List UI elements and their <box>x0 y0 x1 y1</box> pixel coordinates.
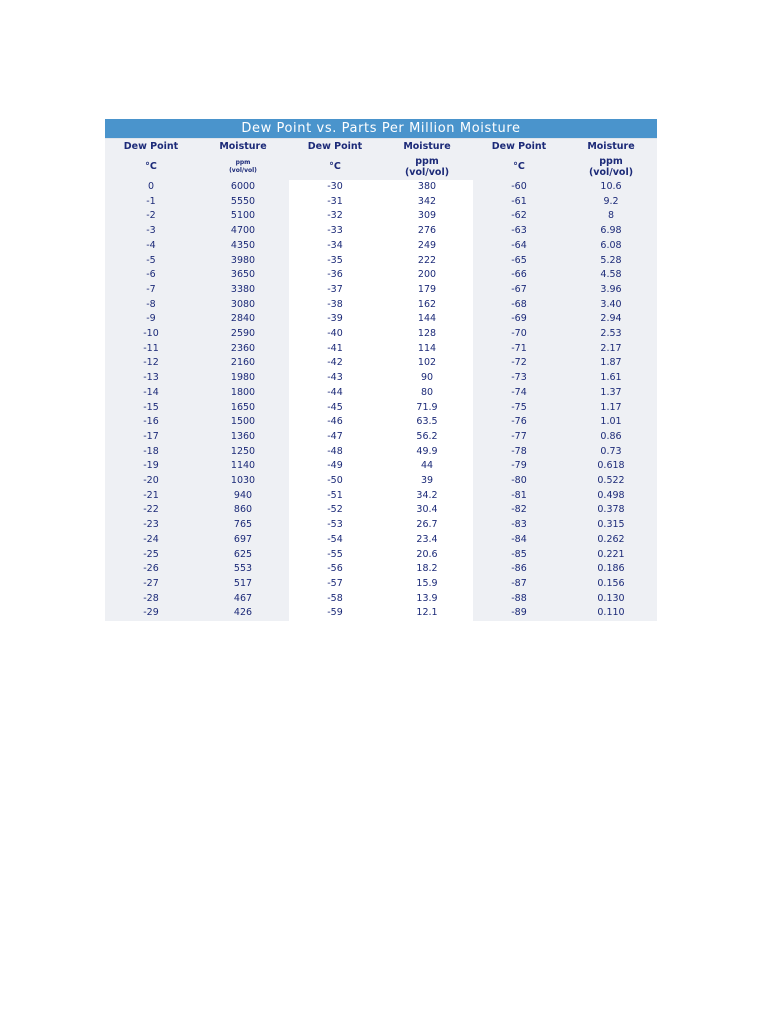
table-row <box>105 474 657 489</box>
cell-dew-point: -27 <box>105 577 197 592</box>
table-row <box>105 195 657 210</box>
cell-dew-point: -46 <box>289 415 381 430</box>
cell-dew-point: -32 <box>289 209 381 224</box>
header-dew-point: Dew Point <box>473 139 565 154</box>
cell-dew-point: -17 <box>105 430 197 445</box>
cell-dew-point: -67 <box>473 283 565 298</box>
cell-dew-point: -52 <box>289 503 381 518</box>
cell-moisture: 71.9 <box>381 401 473 416</box>
cell-dew-point: 0 <box>105 180 197 195</box>
cell-moisture: 1140 <box>197 459 289 474</box>
cell-dew-point: -6 <box>105 268 197 283</box>
cell-dew-point: -35 <box>289 254 381 269</box>
cell-moisture: 276 <box>381 224 473 239</box>
cell-moisture: 0.156 <box>565 577 657 592</box>
unit-label: °C <box>513 161 525 172</box>
cell-moisture: 467 <box>197 592 289 607</box>
unit-ppm <box>565 153 657 180</box>
cell-dew-point: -2 <box>105 209 197 224</box>
cell-dew-point: -54 <box>289 533 381 548</box>
cell-moisture: 2590 <box>197 327 289 342</box>
cell-dew-point: -40 <box>289 327 381 342</box>
cell-moisture: 517 <box>197 577 289 592</box>
cell-moisture: 8 <box>565 209 657 224</box>
cell-dew-point: -81 <box>473 489 565 504</box>
table-row <box>105 386 657 401</box>
cell-moisture: 200 <box>381 268 473 283</box>
cell-dew-point: -83 <box>473 518 565 533</box>
cell-moisture: 0.73 <box>565 445 657 460</box>
table-row <box>105 209 657 224</box>
cell-dew-point: -48 <box>289 445 381 460</box>
cell-moisture: 1.37 <box>565 386 657 401</box>
unit-label: (vol/vol) <box>588 166 634 178</box>
cell-dew-point: -30 <box>289 180 381 195</box>
unit-celsius <box>473 153 565 180</box>
cell-dew-point: -70 <box>473 327 565 342</box>
cell-dew-point: -8 <box>105 298 197 313</box>
cell-moisture: 6000 <box>197 180 289 195</box>
table-row <box>105 224 657 239</box>
cell-moisture: 0.186 <box>565 562 657 577</box>
cell-moisture: 1800 <box>197 386 289 401</box>
table-row <box>105 592 657 607</box>
cell-dew-point: -56 <box>289 562 381 577</box>
cell-dew-point: -85 <box>473 548 565 563</box>
table-row <box>105 430 657 445</box>
cell-dew-point: -55 <box>289 548 381 563</box>
units-row <box>105 153 657 180</box>
cell-dew-point: -61 <box>473 195 565 210</box>
cell-dew-point: -60 <box>473 180 565 195</box>
table-row <box>105 548 657 563</box>
cell-dew-point: -65 <box>473 254 565 269</box>
cell-dew-point: -22 <box>105 503 197 518</box>
cell-dew-point: -28 <box>105 592 197 607</box>
cell-dew-point: -58 <box>289 592 381 607</box>
cell-moisture: 2360 <box>197 342 289 357</box>
cell-moisture: 342 <box>381 195 473 210</box>
cell-moisture: 3.40 <box>565 298 657 313</box>
cell-dew-point: -68 <box>473 298 565 313</box>
cell-moisture: 102 <box>381 356 473 371</box>
cell-dew-point: -86 <box>473 562 565 577</box>
cell-moisture: 4350 <box>197 239 289 254</box>
table-row <box>105 562 657 577</box>
cell-dew-point: -11 <box>105 342 197 357</box>
header-moisture: Moisture <box>197 139 289 154</box>
cell-moisture: 765 <box>197 518 289 533</box>
cell-dew-point: -38 <box>289 298 381 313</box>
cell-moisture: 1500 <box>197 415 289 430</box>
table-row <box>105 401 657 416</box>
cell-dew-point: -1 <box>105 195 197 210</box>
cell-dew-point: -74 <box>473 386 565 401</box>
cell-dew-point: -78 <box>473 445 565 460</box>
cell-moisture: 3.96 <box>565 283 657 298</box>
cell-dew-point: -16 <box>105 415 197 430</box>
cell-moisture: 0.315 <box>565 518 657 533</box>
cell-dew-point: -51 <box>289 489 381 504</box>
table-row <box>105 518 657 533</box>
cell-moisture: 44 <box>381 459 473 474</box>
cell-dew-point: -73 <box>473 371 565 386</box>
table-row <box>105 445 657 460</box>
cell-dew-point: -57 <box>289 577 381 592</box>
cell-dew-point: -50 <box>289 474 381 489</box>
table-row <box>105 459 657 474</box>
cell-dew-point: -43 <box>289 371 381 386</box>
cell-dew-point: -80 <box>473 474 565 489</box>
cell-moisture: 1360 <box>197 430 289 445</box>
cell-dew-point: -59 <box>289 606 381 621</box>
cell-moisture: 1980 <box>197 371 289 386</box>
cell-moisture: 0.522 <box>565 474 657 489</box>
cell-dew-point: -7 <box>105 283 197 298</box>
unit-ppm <box>197 153 289 180</box>
cell-moisture: 0.378 <box>565 503 657 518</box>
cell-dew-point: -24 <box>105 533 197 548</box>
cell-moisture: 179 <box>381 283 473 298</box>
table-row <box>105 327 657 342</box>
cell-moisture: 9.2 <box>565 195 657 210</box>
cell-moisture: 23.4 <box>381 533 473 548</box>
cell-dew-point: -62 <box>473 209 565 224</box>
cell-moisture: 1030 <box>197 474 289 489</box>
unit-ppm <box>381 153 473 180</box>
cell-moisture: 2840 <box>197 312 289 327</box>
cell-moisture: 0.110 <box>565 606 657 621</box>
cell-dew-point: -77 <box>473 430 565 445</box>
cell-dew-point: -45 <box>289 401 381 416</box>
cell-dew-point: -19 <box>105 459 197 474</box>
cell-moisture: 2160 <box>197 356 289 371</box>
cell-moisture: 1.87 <box>565 356 657 371</box>
cell-moisture: 1.61 <box>565 371 657 386</box>
cell-moisture: 309 <box>381 209 473 224</box>
table-row <box>105 283 657 298</box>
table-row <box>105 503 657 518</box>
cell-dew-point: -12 <box>105 356 197 371</box>
cell-dew-point: -26 <box>105 562 197 577</box>
cell-moisture: 144 <box>381 312 473 327</box>
cell-moisture: 625 <box>197 548 289 563</box>
cell-dew-point: -75 <box>473 401 565 416</box>
table-row <box>105 371 657 386</box>
cell-dew-point: -42 <box>289 356 381 371</box>
cell-dew-point: -88 <box>473 592 565 607</box>
cell-dew-point: -21 <box>105 489 197 504</box>
cell-dew-point: -10 <box>105 327 197 342</box>
header-dew-point: Dew Point <box>105 139 197 154</box>
cell-moisture: 56.2 <box>381 430 473 445</box>
cell-moisture: 49.9 <box>381 445 473 460</box>
cell-moisture: 553 <box>197 562 289 577</box>
table-row <box>105 342 657 357</box>
unit-label: °C <box>145 161 157 172</box>
table-row <box>105 489 657 504</box>
cell-moisture: 940 <box>197 489 289 504</box>
cell-moisture: 0.130 <box>565 592 657 607</box>
cell-moisture: 860 <box>197 503 289 518</box>
cell-moisture: 30.4 <box>381 503 473 518</box>
cell-moisture: 15.9 <box>381 577 473 592</box>
cell-moisture: 34.2 <box>381 489 473 504</box>
table-row <box>105 606 657 621</box>
cell-moisture: 1650 <box>197 401 289 416</box>
header-row <box>105 139 657 154</box>
cell-moisture: 1.01 <box>565 415 657 430</box>
cell-dew-point: -71 <box>473 342 565 357</box>
cell-dew-point: -20 <box>105 474 197 489</box>
cell-moisture: 80 <box>381 386 473 401</box>
cell-moisture: 2.17 <box>565 342 657 357</box>
cell-moisture: 5100 <box>197 209 289 224</box>
table-title-row <box>105 119 657 139</box>
cell-dew-point: -47 <box>289 430 381 445</box>
cell-dew-point: -23 <box>105 518 197 533</box>
cell-dew-point: -34 <box>289 239 381 254</box>
cell-moisture: 1.17 <box>565 401 657 416</box>
table-row <box>105 415 657 430</box>
table-row <box>105 356 657 371</box>
cell-moisture: 4.58 <box>565 268 657 283</box>
cell-moisture: 0.262 <box>565 533 657 548</box>
cell-dew-point: -41 <box>289 342 381 357</box>
unit-label: ppm <box>235 158 251 166</box>
table-title: Dew Point vs. Parts Per Million Moisture <box>105 119 657 139</box>
table-row <box>105 239 657 254</box>
cell-dew-point: -33 <box>289 224 381 239</box>
table-row <box>105 298 657 313</box>
table-row <box>105 180 657 195</box>
cell-moisture: 63.5 <box>381 415 473 430</box>
cell-dew-point: -63 <box>473 224 565 239</box>
cell-dew-point: -89 <box>473 606 565 621</box>
cell-dew-point: -69 <box>473 312 565 327</box>
table-row <box>105 268 657 283</box>
cell-dew-point: -3 <box>105 224 197 239</box>
cell-moisture: 26.7 <box>381 518 473 533</box>
cell-moisture: 12.1 <box>381 606 473 621</box>
cell-moisture: 2.94 <box>565 312 657 327</box>
cell-moisture: 0.221 <box>565 548 657 563</box>
cell-moisture: 426 <box>197 606 289 621</box>
cell-dew-point: -18 <box>105 445 197 460</box>
cell-moisture: 13.9 <box>381 592 473 607</box>
cell-dew-point: -64 <box>473 239 565 254</box>
cell-dew-point: -76 <box>473 415 565 430</box>
cell-dew-point: -39 <box>289 312 381 327</box>
cell-moisture: 3080 <box>197 298 289 313</box>
cell-moisture: 162 <box>381 298 473 313</box>
cell-dew-point: -82 <box>473 503 565 518</box>
cell-dew-point: -31 <box>289 195 381 210</box>
cell-dew-point: -5 <box>105 254 197 269</box>
cell-moisture: 0.498 <box>565 489 657 504</box>
cell-dew-point: -72 <box>473 356 565 371</box>
cell-moisture: 697 <box>197 533 289 548</box>
cell-moisture: 6.98 <box>565 224 657 239</box>
cell-moisture: 6.08 <box>565 239 657 254</box>
cell-dew-point: -44 <box>289 386 381 401</box>
cell-dew-point: -4 <box>105 239 197 254</box>
cell-dew-point: -29 <box>105 606 197 621</box>
header-moisture: Moisture <box>565 139 657 154</box>
cell-dew-point: -37 <box>289 283 381 298</box>
cell-dew-point: -49 <box>289 459 381 474</box>
cell-dew-point: -14 <box>105 386 197 401</box>
cell-moisture: 39 <box>381 474 473 489</box>
cell-moisture: 10.6 <box>565 180 657 195</box>
cell-dew-point: -84 <box>473 533 565 548</box>
cell-moisture: 249 <box>381 239 473 254</box>
table-row <box>105 254 657 269</box>
cell-dew-point: -53 <box>289 518 381 533</box>
unit-label: ppm <box>599 155 623 167</box>
table-row <box>105 577 657 592</box>
dew-point-table <box>105 119 657 621</box>
cell-moisture: 90 <box>381 371 473 386</box>
cell-moisture: 3380 <box>197 283 289 298</box>
cell-moisture: 4700 <box>197 224 289 239</box>
unit-celsius <box>289 153 381 180</box>
cell-moisture: 3650 <box>197 268 289 283</box>
cell-dew-point: -87 <box>473 577 565 592</box>
unit-label: (vol/vol) <box>229 166 257 174</box>
header-dew-point: Dew Point <box>289 139 381 154</box>
table-row <box>105 312 657 327</box>
cell-moisture: 1250 <box>197 445 289 460</box>
unit-label: (vol/vol) <box>404 166 450 178</box>
cell-dew-point: -15 <box>105 401 197 416</box>
cell-moisture: 380 <box>381 180 473 195</box>
unit-label: °C <box>329 161 341 172</box>
cell-dew-point: -25 <box>105 548 197 563</box>
unit-label: ppm <box>415 155 439 167</box>
cell-moisture: 2.53 <box>565 327 657 342</box>
cell-moisture: 128 <box>381 327 473 342</box>
cell-moisture: 0.618 <box>565 459 657 474</box>
header-moisture: Moisture <box>381 139 473 154</box>
cell-moisture: 114 <box>381 342 473 357</box>
cell-dew-point: -36 <box>289 268 381 283</box>
cell-dew-point: -13 <box>105 371 197 386</box>
cell-dew-point: -79 <box>473 459 565 474</box>
cell-moisture: 0.86 <box>565 430 657 445</box>
cell-dew-point: -9 <box>105 312 197 327</box>
unit-celsius <box>105 153 197 180</box>
cell-moisture: 20.6 <box>381 548 473 563</box>
cell-moisture: 3980 <box>197 254 289 269</box>
cell-moisture: 222 <box>381 254 473 269</box>
cell-dew-point: -66 <box>473 268 565 283</box>
table-row <box>105 533 657 548</box>
cell-moisture: 5550 <box>197 195 289 210</box>
cell-moisture: 18.2 <box>381 562 473 577</box>
cell-moisture: 5.28 <box>565 254 657 269</box>
